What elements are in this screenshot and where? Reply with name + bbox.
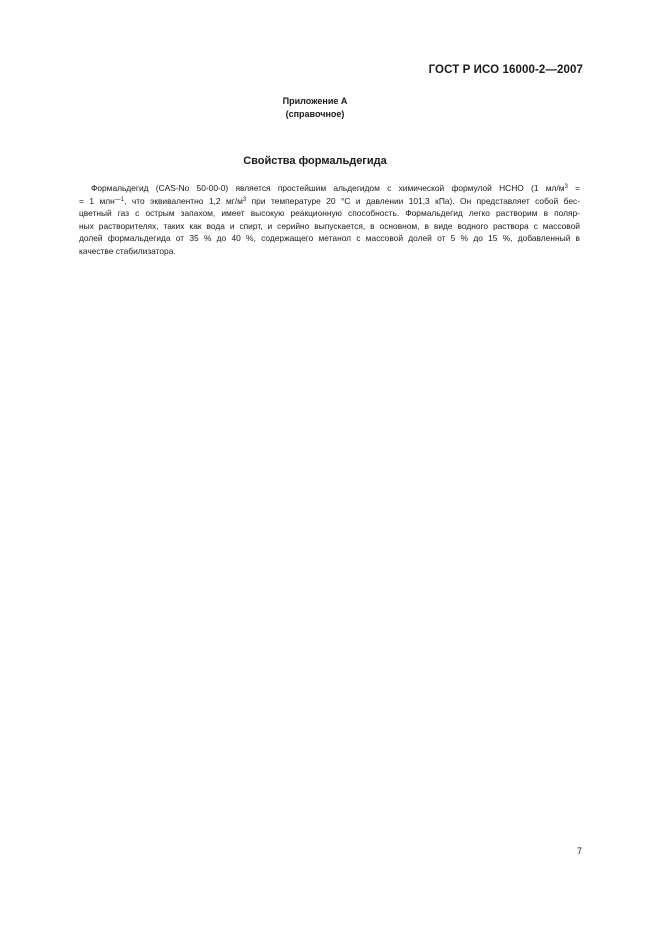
annex-heading [0, 95, 630, 121]
paragraph-line-2 [79, 195, 580, 208]
paragraph-line-1-sup: 3 [564, 184, 568, 190]
paragraph-line-1-text: Формальдегид (CAS-No 50-00-0) является простейшим альдегидом с химической формулой НСНО (1 мл/м [91, 183, 565, 193]
paragraph-line-5: долей формальдегида от 35 % до 40 %, содержащего метанол с массовой долей от 5 % до 15 %, добавленный в [79, 233, 580, 244]
paragraph-line-2-c: при температуре 20 °С и давлении 101,3 кПа). Он представляет собой бес- [246, 195, 580, 206]
annex-type: (справочное) [285, 109, 345, 119]
paragraph-line-2-sup-a: —1 [114, 196, 125, 203]
paragraph-line-2-b: , что эквивалентно 1,2 мг/м [124, 195, 243, 206]
paragraph-line-1-tail: = [567, 183, 581, 193]
body-paragraph [79, 182, 580, 258]
standard-code-header: ГОСТ Р ИСО 16000-2—2007 [428, 64, 583, 76]
paragraph-line-1 [79, 182, 580, 195]
page-number: 7 [576, 846, 582, 856]
paragraph-line-4: ных растворителях, таких как вода и спирт, и серийно выпускается, в основном, в виде водного раствора с массовой [79, 220, 580, 231]
paragraph-line-2-sup-b: 3 [242, 196, 247, 203]
section-title: Свойства формальдегида [243, 155, 387, 167]
paragraph-line-3: цветный газ с острым запахом, имеет высокую реакционную способность. Формальдегид легко растворим в поляр- [79, 208, 580, 219]
annex-title: Приложение А [282, 96, 348, 106]
paragraph-line-6: качестве стабилизатора. [79, 245, 176, 256]
paragraph-line-2-a: = 1 млн [79, 195, 115, 206]
